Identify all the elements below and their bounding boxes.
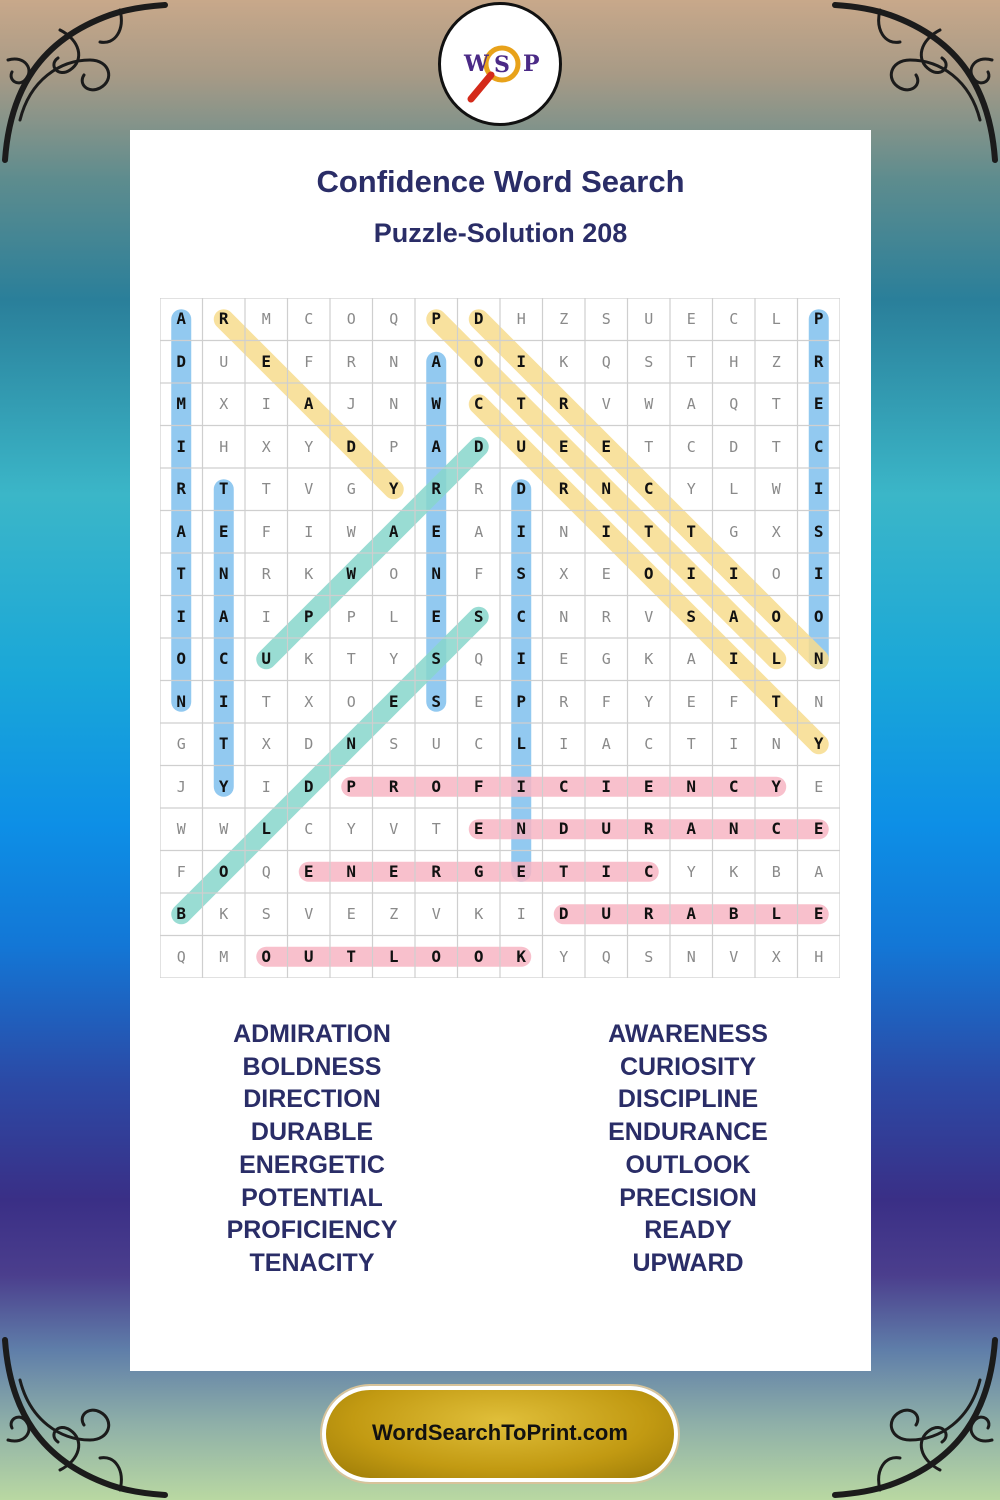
grid-letter: E (686, 692, 696, 711)
grid-letter: O (431, 946, 442, 966)
grid-letter: E (686, 310, 696, 328)
grid-letter: W (346, 522, 356, 541)
grid-letter: R (601, 607, 611, 626)
grid-letter: H (219, 437, 229, 456)
grid-letter: R (558, 479, 569, 498)
grid-letter: V (304, 480, 314, 498)
grid-letter: K (304, 650, 314, 668)
grid-letter: I (176, 606, 187, 626)
grid-letter: N (176, 691, 187, 711)
grid-letter: W (644, 395, 654, 413)
grid-letter: N (686, 776, 697, 796)
grid-letter: T (771, 395, 781, 413)
grid-letter: F (729, 692, 739, 711)
word-list-item: READY (644, 1216, 732, 1245)
grid-letter: Y (304, 437, 314, 456)
grid-letter: T (771, 437, 781, 456)
grid-letter: G (601, 650, 611, 668)
grid-letter: G (729, 522, 739, 541)
grid-letter: J (176, 777, 186, 796)
grid-letter: A (686, 650, 696, 668)
grid-letter: T (771, 691, 782, 711)
site-logo[interactable] (438, 2, 562, 126)
grid-letter: G (346, 480, 356, 498)
grid-letter: U (303, 946, 314, 966)
word-list-item: ENDURANCE (608, 1118, 768, 1147)
grid-letter: A (218, 606, 229, 626)
grid-letter: T (176, 564, 187, 583)
grid-letter: S (431, 691, 442, 711)
grid-letter: S (261, 905, 271, 923)
grid-letter: W (771, 480, 781, 498)
word-list-item: AWARENESS (608, 1020, 768, 1048)
grid-letter: F (473, 776, 484, 796)
grid-letter: O (261, 946, 272, 966)
grid-letter: A (814, 862, 824, 881)
grid-letter: W (176, 820, 186, 838)
grid-letter: K (729, 862, 739, 881)
grid-letter: C (304, 820, 314, 838)
grid-letter: I (304, 522, 314, 541)
word-list-item: BOLDNESS (242, 1052, 382, 1081)
grid-letter: O (346, 692, 356, 711)
grid-letter: S (601, 310, 611, 328)
grid-letter: Y (346, 820, 356, 838)
grid-letter: T (346, 650, 356, 668)
grid-letter: N (559, 607, 569, 626)
grid-letter: P (346, 776, 357, 796)
grid-letter: D (516, 479, 527, 498)
word-list-item: DIRECTION (243, 1085, 381, 1114)
word-list-item: PROFICIENCY (226, 1216, 398, 1245)
grid-letter: N (814, 692, 824, 711)
grid-letter: K (474, 905, 484, 923)
grid-letter: Y (686, 480, 696, 498)
grid-letter: M (261, 310, 271, 328)
grid-letter: E (813, 394, 824, 413)
grid-letter: D (473, 436, 484, 456)
grid-letter: I (601, 861, 612, 881)
grid-letter: T (644, 437, 654, 456)
word-list-item: TENACITY (249, 1248, 375, 1277)
grid-letter: T (346, 946, 357, 966)
grid-letter: X (771, 947, 781, 966)
grid-letter: E (473, 819, 484, 838)
grid-letter: L (771, 310, 781, 328)
grid-letter: I (686, 564, 697, 583)
grid-letter: V (304, 905, 314, 923)
grid-letter: U (261, 649, 272, 668)
grid-letter: E (601, 565, 611, 583)
logo-letter-s: S (494, 52, 510, 78)
grid-letter: A (388, 521, 399, 541)
grid-letter: S (686, 606, 697, 626)
grid-letter: T (218, 734, 229, 753)
grid-letter: D (304, 735, 314, 753)
word-list-item: CURIOSITY (619, 1052, 757, 1081)
word-list-item: OUTLOOK (625, 1150, 751, 1179)
grid-letter: A (728, 606, 739, 626)
grid-letter: A (686, 819, 697, 838)
grid-letter: S (516, 564, 527, 583)
page-title: Confidence Word Search (316, 164, 685, 199)
grid-letter: R (346, 352, 356, 371)
grid-letter: N (431, 564, 442, 583)
grid-letter: P (516, 691, 527, 711)
grid-letter: N (389, 395, 399, 413)
grid-letter: E (388, 691, 399, 711)
grid-letter: U (219, 352, 229, 371)
grid-letter: R (813, 351, 824, 371)
grid-letter: A (176, 521, 187, 541)
grid-letter: I (218, 691, 229, 711)
grid-letter: L (729, 480, 739, 498)
grid-letter: N (813, 649, 824, 668)
grid-letter: O (473, 946, 484, 966)
grid-letter: N (346, 734, 357, 753)
grid-letter: Q (601, 947, 611, 966)
grid-letter: V (644, 607, 654, 626)
grid-letter: B (771, 862, 781, 881)
grid-letter: D (729, 437, 739, 456)
word-list-item: ADMIRATION (233, 1020, 391, 1048)
grid-letter: O (643, 564, 654, 583)
page-subtitle: Puzzle-Solution 208 (373, 218, 628, 248)
grid-letter: C (558, 776, 569, 796)
grid-letter: J (346, 395, 356, 413)
grid-letter: I (601, 776, 612, 796)
grid-letter: I (516, 905, 526, 923)
grid-letter: E (261, 351, 272, 371)
grid-letter: Q (389, 310, 399, 328)
grid-letter: K (516, 946, 527, 966)
grid-letter: D (346, 436, 357, 456)
grid-letter: A (474, 522, 484, 541)
grid-letter: P (389, 437, 399, 456)
grid-letter: H (516, 310, 526, 328)
grid-letter: Y (813, 734, 824, 753)
word-list-item: DURABLE (250, 1118, 374, 1147)
grid-letter: O (431, 776, 442, 796)
grid-letter: D (558, 819, 569, 838)
grid-letter: F (176, 862, 186, 881)
grid-letter: C (644, 735, 654, 753)
grid-letter: O (771, 565, 781, 583)
grid-letter: R (388, 776, 399, 796)
grid-letter: N (771, 735, 781, 753)
grid-letter: A (431, 351, 442, 371)
grid-letter: Y (218, 776, 229, 796)
grid-letter: E (431, 521, 442, 541)
grid-letter: S (644, 352, 654, 371)
grid-letter: L (771, 649, 782, 668)
grid-letter: Y (771, 776, 782, 796)
grid-letter: L (771, 904, 782, 923)
grid-letter: I (516, 351, 527, 371)
grid-letter: F (261, 522, 271, 541)
grid-letter: W (431, 394, 442, 413)
grid-letter: K (559, 352, 569, 371)
grid-letter: Y (559, 947, 569, 966)
grid-letter: O (473, 351, 484, 371)
grid-letter: C (728, 776, 739, 796)
grid-letter: D (473, 309, 484, 328)
word-list-item: PRECISION (619, 1183, 757, 1212)
grid-letter: C (771, 819, 782, 838)
grid-letter: C (218, 649, 229, 668)
grid-letter: L (516, 734, 527, 753)
grid-letter: Y (389, 650, 399, 668)
logo-letter-w: W (464, 51, 489, 77)
grid-letter: B (728, 904, 739, 923)
word-search-grid (160, 298, 840, 978)
grid-letter: F (304, 352, 314, 371)
grid-letter: X (219, 395, 229, 413)
grid-letter: C (643, 861, 654, 881)
grid-letter: C (474, 735, 484, 753)
grid-letter: T (218, 479, 229, 498)
grid-letter: I (813, 479, 824, 498)
grid-letter: O (176, 649, 187, 668)
grid-letter: G (176, 735, 186, 753)
logo-letter-p: P (523, 51, 540, 77)
grid-letter: F (601, 692, 611, 711)
grid-letter: T (686, 735, 696, 753)
grid-letter: N (389, 352, 399, 371)
grid-letter: V (389, 820, 399, 838)
grid-letter: R (643, 819, 654, 838)
grid-letter: Y (686, 862, 696, 881)
grid-letter: U (431, 735, 441, 753)
grid-letter: Z (559, 310, 569, 328)
grid-letter: E (813, 904, 824, 923)
grid-letter: R (474, 480, 484, 498)
grid-letter: Z (771, 352, 781, 371)
grid-letter: K (644, 650, 654, 668)
grid-letter: A (686, 904, 697, 923)
grid-letter: R (176, 479, 187, 498)
grid-letter: E (303, 861, 314, 881)
grid-letter: U (516, 436, 527, 456)
grid-letter: C (516, 606, 527, 626)
grid-letter: E (474, 692, 484, 711)
grid-letter: A (686, 395, 696, 413)
grid-letter: C (729, 310, 739, 328)
grid-letter: H (814, 947, 824, 966)
grid-letter: L (389, 607, 399, 626)
grid-letter: N (601, 479, 612, 498)
grid-letter: R (218, 309, 229, 328)
grid-letter: S (431, 649, 442, 668)
grid-letter: O (218, 861, 229, 881)
grid-letter: R (643, 904, 654, 923)
word-list-item: ENERGETIC (239, 1150, 385, 1179)
grid-letter: E (559, 650, 569, 668)
grid-letter: I (516, 776, 527, 796)
site-link-button[interactable]: WordSearchToPrint.com (322, 1386, 678, 1482)
grid-letter: P (346, 607, 356, 626)
grid-letter: M (176, 394, 187, 413)
grid-letter: I (601, 521, 612, 541)
word-list-item: DISCIPLINE (617, 1085, 759, 1114)
grid-letter: O (813, 606, 824, 626)
grid-letter: T (686, 352, 696, 371)
grid-letter: R (261, 565, 271, 583)
grid-letter: P (813, 309, 824, 328)
word-list-item: POTENTIAL (241, 1183, 383, 1212)
grid-letter: R (431, 861, 442, 881)
grid-letter: G (473, 861, 484, 881)
grid-letter: U (601, 904, 612, 923)
grid-letter: X (771, 522, 781, 541)
grid-letter: K (219, 905, 229, 923)
grid-letter: E (643, 776, 654, 796)
grid-letter: U (601, 819, 612, 838)
grid-letter: A (601, 735, 611, 753)
grid-letter: I (516, 649, 527, 668)
grid-letter: A (176, 309, 187, 328)
grid-letter: S (473, 606, 484, 626)
grid-letter: U (644, 310, 654, 328)
grid-letter: E (813, 819, 824, 838)
grid-letter: T (261, 692, 271, 711)
grid-letter: Q (729, 395, 739, 413)
grid-letter: T (261, 480, 271, 498)
grid-letter: X (304, 692, 314, 711)
grid-letter: E (218, 521, 229, 541)
grid-letter: Q (261, 862, 271, 881)
grid-letter: N (516, 819, 527, 838)
word-list-left (162, 1018, 462, 1280)
grid-letter: X (559, 565, 569, 583)
grid-letter: A (303, 394, 314, 413)
grid-letter: I (516, 521, 527, 541)
grid-letter: S (813, 521, 824, 541)
grid-letter: C (304, 310, 314, 328)
grid-letter: E (558, 436, 569, 456)
grid-letter: X (261, 437, 271, 456)
grid-letter: R (558, 394, 569, 413)
grid-letter: N (346, 861, 357, 881)
grid-letter: S (389, 735, 399, 753)
grid-letter: Q (474, 650, 484, 668)
grid-letter: T (431, 820, 441, 838)
grid-letter: R (559, 692, 569, 711)
grid-letter: E (346, 905, 356, 923)
grid-letter: K (304, 565, 314, 583)
grid-letter: V (601, 395, 611, 413)
grid-letter: Y (644, 692, 654, 711)
grid-letter: E (601, 436, 612, 456)
grid-letter: D (303, 776, 314, 796)
grid-letter: S (644, 947, 654, 966)
grid-letter: E (388, 861, 399, 881)
grid-letter: A (431, 436, 442, 456)
grid-letter: O (389, 565, 399, 583)
word-list-right (538, 1018, 838, 1280)
grid-letter: Q (176, 947, 186, 966)
grid-letter: I (261, 777, 271, 796)
grid-letter: X (261, 735, 271, 753)
grid-letter: C (643, 479, 654, 498)
grid-letter: H (729, 352, 739, 371)
grid-letter: C (813, 436, 824, 456)
grid-letter: N (218, 564, 229, 583)
grid-letter: O (346, 310, 356, 328)
grid-letter: I (176, 436, 187, 456)
grid-letter: B (176, 904, 187, 923)
grid-letter: L (261, 819, 272, 838)
grid-letter: D (176, 351, 187, 371)
grid-letter: W (346, 564, 357, 583)
word-list-item: UPWARD (632, 1248, 744, 1277)
grid-letter: R (431, 479, 442, 498)
grid-letter: E (431, 606, 442, 626)
grid-letter: I (728, 649, 739, 668)
grid-letter: C (686, 437, 696, 456)
grid-letter: I (261, 607, 271, 626)
grid-letter: L (388, 946, 399, 966)
grid-letter: W (219, 820, 229, 838)
grid-letter: T (516, 394, 527, 413)
grid-letter: Q (601, 352, 611, 371)
grid-letter: I (261, 395, 271, 413)
grid-letter: V (729, 947, 739, 966)
grid-letter: T (558, 861, 569, 881)
grid-cells (160, 298, 840, 978)
grid-letter: V (431, 905, 441, 923)
grid-letter: I (728, 564, 739, 583)
grid-letter: E (814, 777, 824, 796)
grid-letter: Y (388, 479, 399, 498)
grid-letter: O (771, 606, 782, 626)
grid-letter: N (686, 947, 696, 966)
grid-letter: I (559, 735, 569, 753)
grid-letter: C (473, 394, 484, 413)
grid-letter: P (303, 606, 314, 626)
grid-letter: F (474, 565, 484, 583)
grid-letter: T (643, 521, 654, 541)
grid-letter: N (559, 522, 569, 541)
grid-letter: E (516, 861, 527, 881)
grid-letter: I (813, 564, 824, 583)
grid-letter: M (219, 947, 229, 966)
grid-letter: D (558, 904, 569, 923)
grid-letter: N (728, 819, 739, 838)
grid-letter: T (686, 521, 697, 541)
grid-letter: I (729, 735, 739, 753)
grid-letter: P (431, 309, 442, 328)
grid-letter: Z (389, 905, 399, 923)
